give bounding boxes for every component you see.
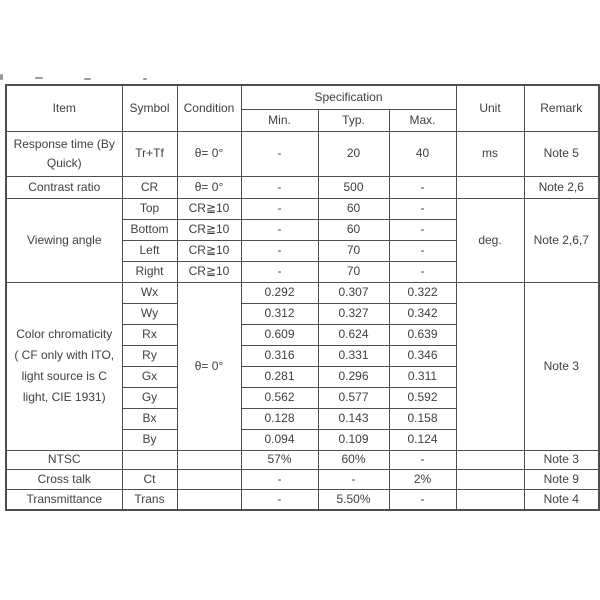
cell-chromaticity-condition: θ= 0° xyxy=(177,282,241,450)
cropped-text-artifact xyxy=(35,77,43,79)
cell-response-time-max: 40 xyxy=(389,131,456,176)
cell-ntsc-item: NTSC xyxy=(6,450,122,469)
cell-ntsc-max: - xyxy=(389,450,456,469)
cell-transmittance-item: Transmittance xyxy=(6,489,122,510)
row-viewing-angle-top xyxy=(6,198,599,219)
cell-contrast-ratio-min: - xyxy=(241,176,318,198)
cell-cross-talk-max: 2% xyxy=(389,469,456,489)
cell-contrast-ratio-symbol: CR xyxy=(122,176,177,198)
cell-chromaticity-max: 0.311 xyxy=(389,366,456,387)
col-header-symbol: Symbol xyxy=(122,85,177,131)
cell-cross-talk-remark: Note 9 xyxy=(524,469,599,489)
cell-contrast-ratio-condition: θ= 0° xyxy=(177,176,241,198)
cell-cross-talk-condition-empty xyxy=(177,469,241,489)
cell-transmittance-condition-empty xyxy=(177,489,241,510)
cell-viewing-angle-typ: 70 xyxy=(318,261,389,282)
cell-viewing-angle-symbol: Bottom xyxy=(122,219,177,240)
cell-ntsc-condition-empty xyxy=(177,450,241,469)
cell-transmittance-remark: Note 4 xyxy=(524,489,599,510)
cell-viewing-angle-typ: 60 xyxy=(318,219,389,240)
cell-contrast-ratio-remark: Note 2,6 xyxy=(524,176,599,198)
cell-response-time-typ: 20 xyxy=(318,131,389,176)
row-ntsc xyxy=(6,450,599,469)
cell-viewing-angle-symbol: Right xyxy=(122,261,177,282)
col-header-unit: Unit xyxy=(456,85,524,131)
col-header-specification: Specification xyxy=(241,85,456,109)
cell-cross-talk-min: - xyxy=(241,469,318,489)
cell-chromaticity-symbol: Ry xyxy=(122,345,177,366)
cell-transmittance-unit-empty xyxy=(456,489,524,510)
cropped-text-artifact xyxy=(143,78,147,80)
cell-viewing-angle-min: - xyxy=(241,198,318,219)
cell-transmittance-max: - xyxy=(389,489,456,510)
cell-viewing-angle-condition: CR≧10 xyxy=(177,219,241,240)
cell-chromaticity-typ: 0.109 xyxy=(318,429,389,450)
cell-cross-talk-symbol: Ct xyxy=(122,469,177,489)
row-response-time xyxy=(6,131,599,176)
cell-viewing-angle-min: - xyxy=(241,219,318,240)
cell-viewing-angle-min: - xyxy=(241,261,318,282)
cell-contrast-ratio-typ: 500 xyxy=(318,176,389,198)
col-header-remark: Remark xyxy=(524,85,599,131)
cell-chromaticity-min: 0.292 xyxy=(241,282,318,303)
cell-response-time-item: Response time (By Quick) xyxy=(6,131,122,176)
row-contrast-ratio xyxy=(6,176,599,198)
cell-response-time-remark: Note 5 xyxy=(524,131,599,176)
cell-chromaticity-item: Color chromaticity ( CF only with ITO, light source is C light, CIE 1931) xyxy=(6,282,122,450)
cell-cross-talk-unit-empty xyxy=(456,469,524,489)
row-transmittance xyxy=(6,489,599,510)
cell-ntsc-typ: 60% xyxy=(318,450,389,469)
cell-chromaticity-max: 0.639 xyxy=(389,324,456,345)
cropped-text-artifact xyxy=(0,74,3,80)
cell-viewing-angle-condition: CR≧10 xyxy=(177,261,241,282)
cell-viewing-angle-symbol: Left xyxy=(122,240,177,261)
cell-chromaticity-symbol: By xyxy=(122,429,177,450)
row-cross-talk xyxy=(6,469,599,489)
cell-response-time-symbol: Tr+Tf xyxy=(122,131,177,176)
cell-viewing-angle-remark: Note 2,6,7 xyxy=(524,198,599,282)
cell-chromaticity-max: 0.124 xyxy=(389,429,456,450)
table-header-row-1 xyxy=(6,85,599,109)
cell-chromaticity-min: 0.312 xyxy=(241,303,318,324)
cell-chromaticity-typ: 0.307 xyxy=(318,282,389,303)
cell-chromaticity-typ: 0.143 xyxy=(318,408,389,429)
cell-chromaticity-max: 0.346 xyxy=(389,345,456,366)
cell-contrast-ratio-unit-empty xyxy=(456,176,524,198)
cell-viewing-angle-max: - xyxy=(389,240,456,261)
cell-chromaticity-typ: 0.327 xyxy=(318,303,389,324)
cropped-text-artifact xyxy=(84,78,91,80)
cell-response-time-condition: θ= 0° xyxy=(177,131,241,176)
cell-cross-talk-typ: - xyxy=(318,469,389,489)
cell-chromaticity-min: 0.094 xyxy=(241,429,318,450)
cell-viewing-angle-unit: deg. xyxy=(456,198,524,282)
cell-chromaticity-min: 0.609 xyxy=(241,324,318,345)
cell-chromaticity-unit-empty xyxy=(456,282,524,450)
cell-viewing-angle-symbol: Top xyxy=(122,198,177,219)
cell-transmittance-min: - xyxy=(241,489,318,510)
col-header-max: Max. xyxy=(389,109,456,131)
cell-viewing-angle-typ: 60 xyxy=(318,198,389,219)
cell-chromaticity-min: 0.562 xyxy=(241,387,318,408)
col-header-min: Min. xyxy=(241,109,318,131)
cell-chromaticity-symbol: Wy xyxy=(122,303,177,324)
cell-viewing-angle-item: Viewing angle xyxy=(6,198,122,282)
cell-chromaticity-symbol: Wx xyxy=(122,282,177,303)
cell-transmittance-typ: 5.50% xyxy=(318,489,389,510)
cell-viewing-angle-typ: 70 xyxy=(318,240,389,261)
col-header-typ: Typ. xyxy=(318,109,389,131)
cell-chromaticity-max: 0.158 xyxy=(389,408,456,429)
col-header-item: Item xyxy=(6,85,122,131)
specification-table xyxy=(5,84,600,511)
cell-chromaticity-max: 0.592 xyxy=(389,387,456,408)
cell-contrast-ratio-max: - xyxy=(389,176,456,198)
cell-chromaticity-max: 0.342 xyxy=(389,303,456,324)
cell-chromaticity-symbol: Bx xyxy=(122,408,177,429)
cell-ntsc-min: 57% xyxy=(241,450,318,469)
cell-chromaticity-typ: 0.331 xyxy=(318,345,389,366)
cell-chromaticity-symbol: Gy xyxy=(122,387,177,408)
row-chromaticity-wx xyxy=(6,282,599,303)
cell-ntsc-unit-empty xyxy=(456,450,524,469)
cell-chromaticity-typ: 0.296 xyxy=(318,366,389,387)
cell-chromaticity-min: 0.128 xyxy=(241,408,318,429)
cell-response-time-min: - xyxy=(241,131,318,176)
cell-cross-talk-item: Cross talk xyxy=(6,469,122,489)
cell-viewing-angle-max: - xyxy=(389,198,456,219)
cell-transmittance-symbol: Trans xyxy=(122,489,177,510)
cell-viewing-angle-min: - xyxy=(241,240,318,261)
cell-viewing-angle-max: - xyxy=(389,219,456,240)
cell-chromaticity-max: 0.322 xyxy=(389,282,456,303)
cell-viewing-angle-condition: CR≧10 xyxy=(177,240,241,261)
cell-contrast-ratio-item: Contrast ratio xyxy=(6,176,122,198)
cell-chromaticity-symbol: Gx xyxy=(122,366,177,387)
cell-viewing-angle-max: - xyxy=(389,261,456,282)
cell-chromaticity-remark: Note 3 xyxy=(524,282,599,450)
cell-response-time-unit: ms xyxy=(456,131,524,176)
cell-chromaticity-typ: 0.624 xyxy=(318,324,389,345)
col-header-condition: Condition xyxy=(177,85,241,131)
cell-viewing-angle-condition: CR≧10 xyxy=(177,198,241,219)
cell-chromaticity-typ: 0.577 xyxy=(318,387,389,408)
cell-ntsc-symbol-empty xyxy=(122,450,177,469)
cell-chromaticity-min: 0.281 xyxy=(241,366,318,387)
cell-chromaticity-min: 0.316 xyxy=(241,345,318,366)
cell-ntsc-remark: Note 3 xyxy=(524,450,599,469)
cell-chromaticity-symbol: Rx xyxy=(122,324,177,345)
